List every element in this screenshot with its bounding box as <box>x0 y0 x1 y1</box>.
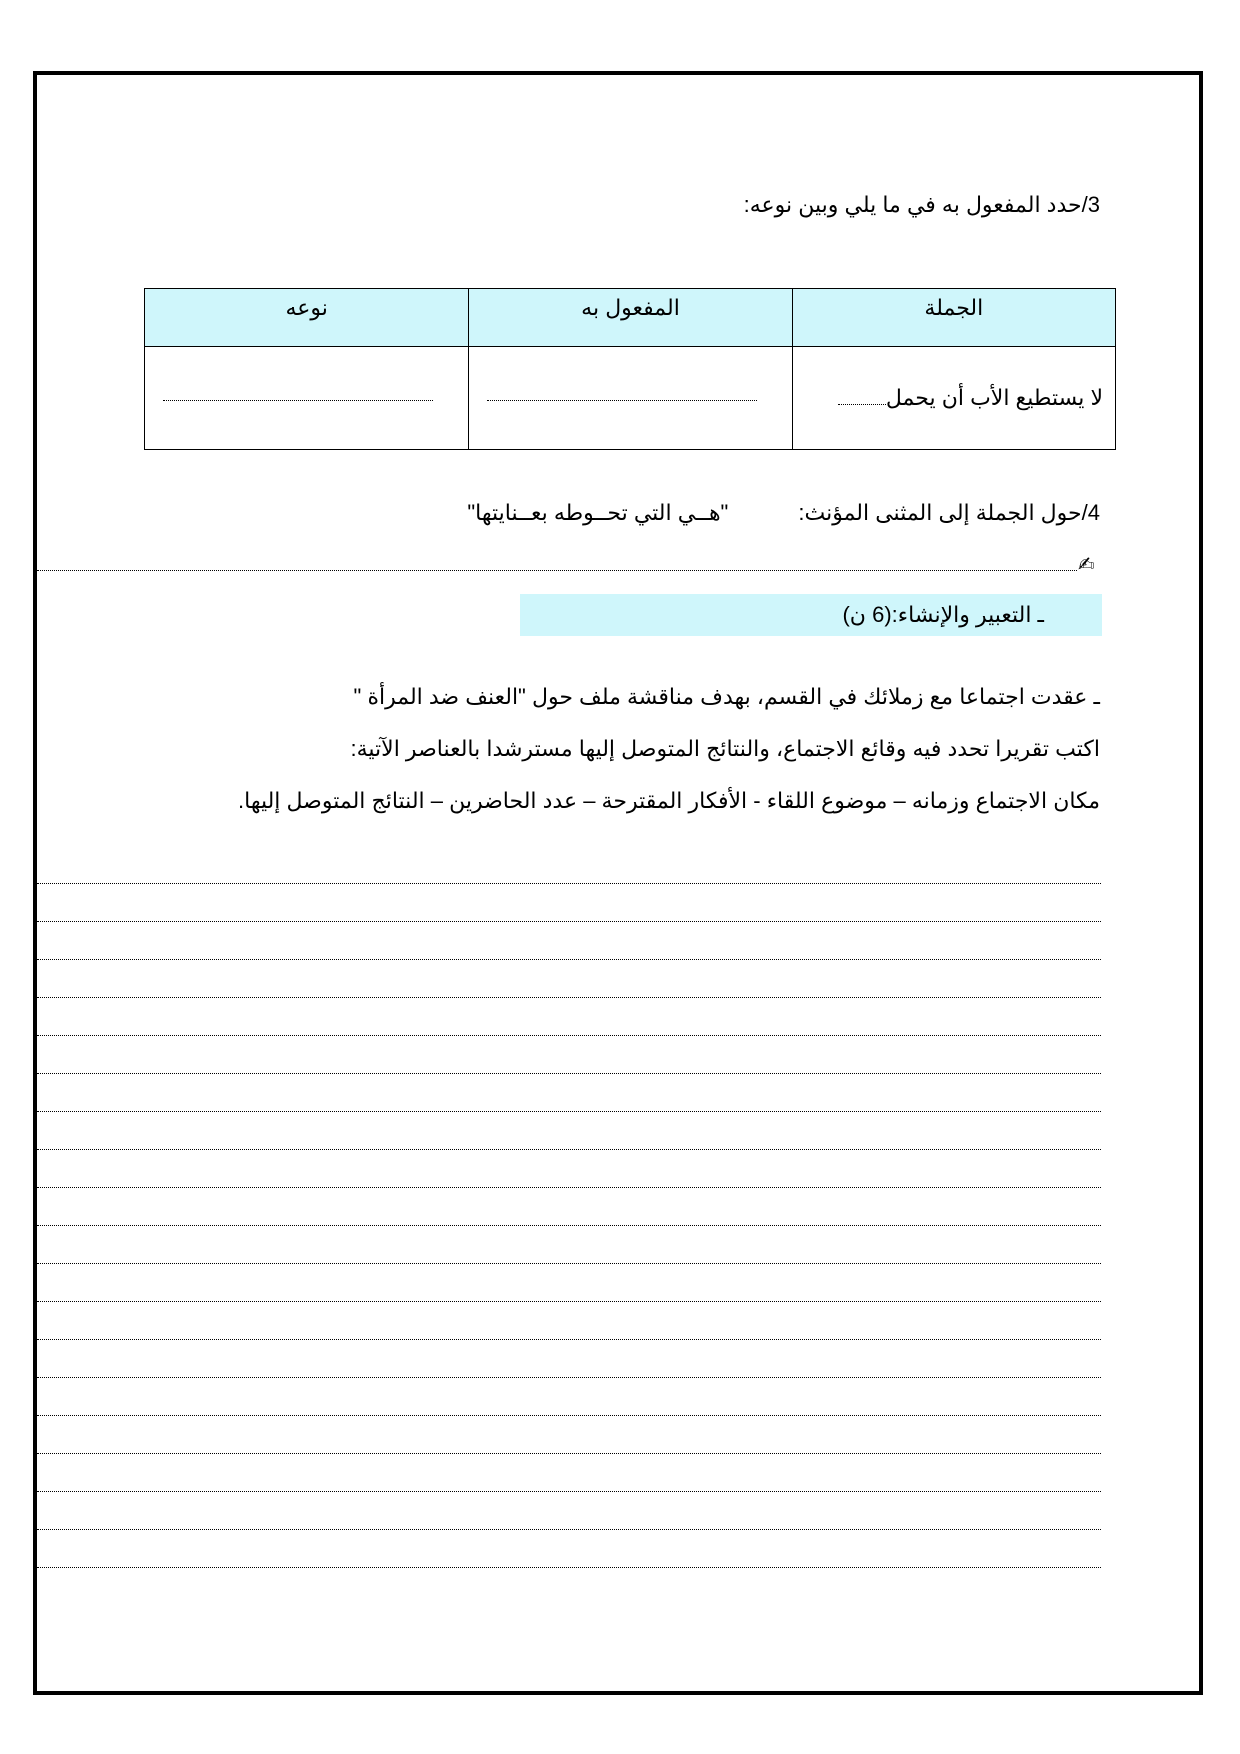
type-cell[interactable] <box>145 347 469 450</box>
header-type: نوعه <box>145 289 469 347</box>
object-answer-line[interactable] <box>487 399 757 401</box>
object-cell[interactable] <box>469 347 792 450</box>
expression-paragraph-1: ـ عقدت اجتماعا مع زملائك في القسم، بهدف مناقشة ملف حول "العنف ضد المرأة " <box>353 684 1100 709</box>
writing-line[interactable] <box>37 1036 1101 1074</box>
writing-line[interactable] <box>37 922 1101 960</box>
type-answer-line[interactable] <box>163 399 433 401</box>
writing-line[interactable] <box>37 1340 1101 1378</box>
writing-line[interactable] <box>37 1492 1101 1530</box>
header-object: المفعول به <box>469 289 792 347</box>
question-4-answer-line[interactable] <box>37 570 1077 571</box>
sentence-blank[interactable] <box>838 404 886 405</box>
writing-line[interactable] <box>37 1302 1101 1340</box>
expression-heading: ـ التعبير والإنشاء:(6 ن) <box>842 602 1044 627</box>
expression-paragraph-3: مكان الاجتماع وزمانه – موضوع اللقاء - الأفكار المقترحة – عدد الحاضرين – النتائج المتوصل إليها. <box>238 788 1100 813</box>
writing-line[interactable] <box>37 1264 1101 1302</box>
writing-line[interactable] <box>37 1454 1101 1492</box>
writing-line[interactable] <box>37 1530 1101 1568</box>
writing-line[interactable] <box>37 1112 1101 1150</box>
object-table <box>144 288 1116 450</box>
writing-hand-icon: ✍ <box>1078 554 1095 576</box>
writing-line[interactable] <box>37 960 1101 998</box>
writing-line[interactable] <box>37 1150 1101 1188</box>
writing-line[interactable] <box>37 1378 1101 1416</box>
sentence-text: لا يستطيع الأب أن يحمل <box>885 385 1103 410</box>
sentence-cell <box>792 347 1115 450</box>
expression-paragraph-2: اكتب تقريرا تحدد فيه وقائع الاجتماع، والنتائج المتوصل إليها مسترشدا بالعناصر الآتية: <box>350 736 1100 761</box>
question-4-quote: "هــي التي تحــوطه بعــنايتها" <box>467 500 729 525</box>
writing-line[interactable] <box>37 1074 1101 1112</box>
header-sentence: الجملة <box>792 289 1115 347</box>
writing-line[interactable] <box>37 1188 1101 1226</box>
writing-line[interactable] <box>37 884 1101 922</box>
question-3-title: 3/حدد المفعول به في ما يلي وبين نوعه: <box>743 192 1100 217</box>
question-4-prompt: 4/حول الجملة إلى المثنى المؤنث: <box>798 500 1100 525</box>
table-row <box>145 347 1116 450</box>
writing-line[interactable] <box>37 998 1101 1036</box>
writing-line[interactable] <box>37 1226 1101 1264</box>
expression-heading-box <box>520 594 1102 636</box>
writing-line[interactable] <box>37 1416 1101 1454</box>
writing-lines[interactable] <box>37 846 1101 1568</box>
question-4 <box>467 500 1100 526</box>
writing-line[interactable] <box>37 846 1101 884</box>
